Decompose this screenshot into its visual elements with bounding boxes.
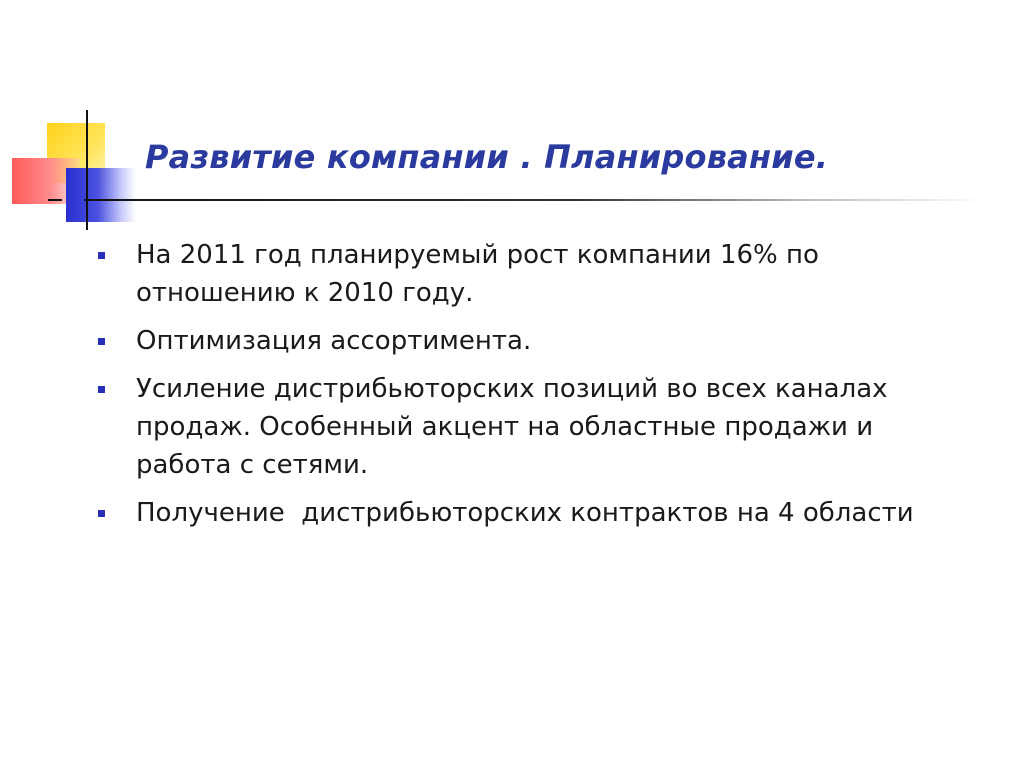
slide-title: Развитие компании . Планирование. [145, 138, 829, 176]
bullet-square-icon [98, 252, 105, 259]
decorative-horizontal-line [48, 199, 62, 201]
bullet-item [96, 370, 956, 484]
decorative-vertical-line [86, 110, 88, 230]
bullet-square-icon [98, 510, 105, 517]
bullet-square-icon [98, 386, 105, 393]
bullet-square-icon [98, 338, 105, 345]
bullet-text: На 2011 год планируемый рост компании 16% по отношению к 2010 году. [136, 240, 828, 308]
bullet-item [96, 494, 956, 532]
title-underline [84, 199, 984, 201]
decorative-blue-square [66, 168, 136, 222]
bullet-text: Получение дистрибьюторских контрактов на 4 области [136, 498, 914, 528]
bullet-item [96, 322, 956, 360]
bullet-text: Оптимизация ассортимента. [136, 326, 532, 356]
bullet-item [96, 236, 956, 312]
bullet-list [96, 236, 956, 542]
bullet-text: Усиление дистрибьюторских позиций во всех каналах продаж. Особенный акцент на областные продажи и работа с сетями. [136, 374, 896, 480]
